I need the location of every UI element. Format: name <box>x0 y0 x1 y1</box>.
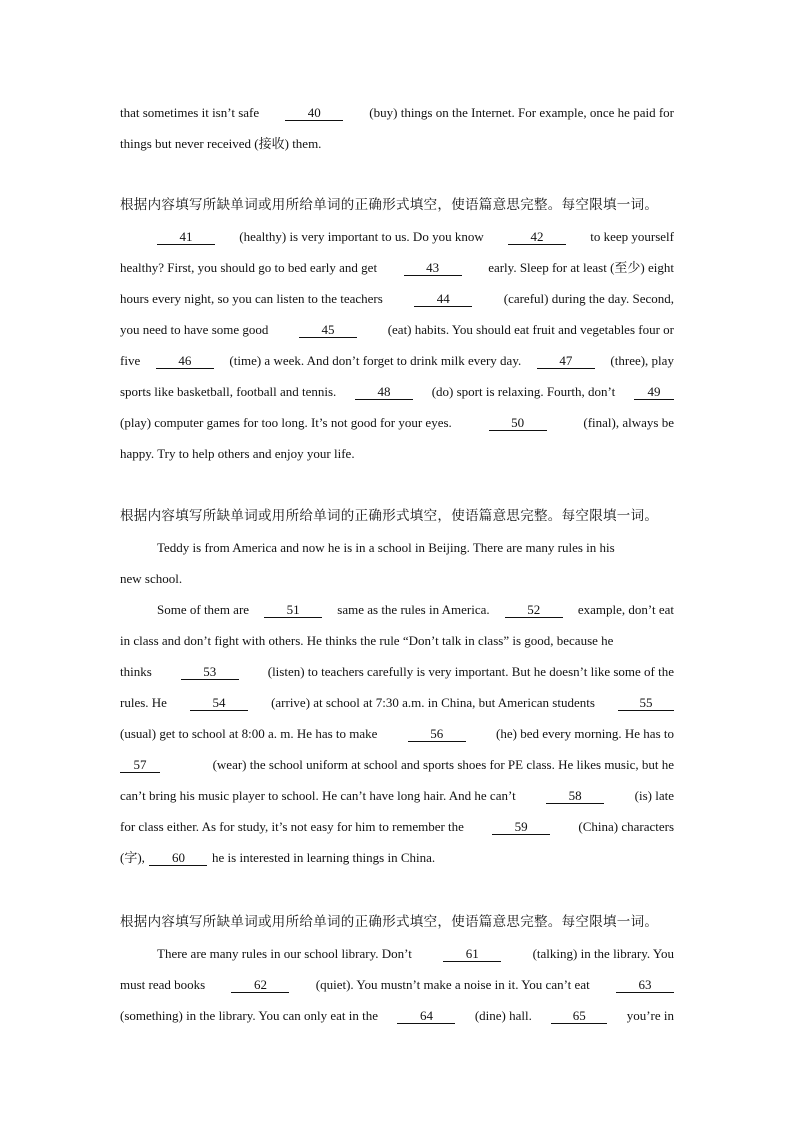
passage-line <box>120 345 674 376</box>
blank-43[interactable]: 43 <box>404 260 462 276</box>
text: can’t bring his music player to school. He can’t have long hair. And he can’t <box>120 788 516 803</box>
passage-line <box>120 376 674 407</box>
passage-line <box>120 780 674 811</box>
passage-line <box>120 1000 674 1031</box>
passage-2 <box>120 190 674 469</box>
blank-58[interactable]: 58 <box>546 788 604 804</box>
passage-line <box>120 283 674 314</box>
blank-64[interactable]: 64 <box>397 1008 455 1024</box>
blank-55[interactable]: 55 <box>618 695 674 711</box>
text: (wear) the school uniform at school and sports shoes for PE class. He likes music, but he <box>212 757 674 772</box>
passage-line <box>120 438 674 469</box>
text: (arrive) at school at 7:30 a.m. in China, but American students <box>271 695 595 710</box>
text: same as the rules in America. <box>337 602 490 617</box>
blank-48[interactable]: 48 <box>355 384 413 400</box>
text: (he) bed every morning. He has to <box>496 726 674 741</box>
text: rules. He <box>120 695 167 710</box>
passage-line <box>120 625 674 656</box>
blank-40[interactable]: 40 <box>285 105 343 121</box>
text: hours every night, so you can listen to the teachers <box>120 291 383 306</box>
text: thinks <box>120 664 152 679</box>
blank-60[interactable]: 60 <box>149 850 207 866</box>
passage-line <box>120 842 674 873</box>
blank-45[interactable]: 45 <box>299 322 357 338</box>
passage-3 <box>120 501 674 873</box>
text: Some of them are <box>157 602 250 617</box>
text: (usual) get to school at 8:00 a. m. He has to make <box>120 726 378 741</box>
passage-line <box>120 718 674 749</box>
text: (something) in the library. You can only eat in the <box>120 1008 379 1023</box>
text: (play) computer games for too long. It’s not good for your eyes. <box>120 415 452 430</box>
text: (three), play <box>610 353 674 368</box>
text: (healthy) is very important to us. Do you know <box>239 229 484 244</box>
text: (do) sport is relaxing. Fourth, don’t <box>431 384 616 399</box>
section-instruction: 根据内容填写所缺单词或用所给单词的正确形式填空，使语篇意思完整。每空限填一词。 <box>120 508 659 524</box>
blank-56[interactable]: 56 <box>408 726 466 742</box>
text: (final), always be <box>583 415 674 430</box>
text: (eat) habits. You should eat fruit and vegetables four or <box>387 322 674 337</box>
blank-50[interactable]: 50 <box>489 415 547 431</box>
blank-59[interactable]: 59 <box>492 819 550 835</box>
passage-line <box>120 938 674 969</box>
passage-line <box>120 749 674 780</box>
blank-54[interactable]: 54 <box>190 695 248 711</box>
text: in class and don’t fight with others. He thinks the rule “Don’t talk in class” is good, because he <box>120 633 614 648</box>
text: happy. Try to help others and enjoy your life. <box>120 446 355 461</box>
blank-47[interactable]: 47 <box>537 353 595 369</box>
text: (is) late <box>634 788 674 803</box>
blank-44[interactable]: 44 <box>414 291 472 307</box>
text: that sometimes it isn’t safe <box>120 105 260 120</box>
text: (talking) in the library. You <box>532 946 674 961</box>
blank-65[interactable]: 65 <box>551 1008 607 1024</box>
passage-line <box>120 687 674 718</box>
blank-52[interactable]: 52 <box>505 602 563 618</box>
text: (careful) during the day. Second, <box>503 291 674 306</box>
text: (time) a week. And don’t forget to drink milk every day. <box>229 353 522 368</box>
passage-line <box>120 969 674 1000</box>
text: you’re in <box>626 1008 674 1023</box>
blank-41[interactable]: 41 <box>157 229 215 245</box>
passage-4 <box>120 907 674 1031</box>
passage-line <box>120 532 674 563</box>
text: for class either. As for study, it’s not easy for him to remember the <box>120 819 464 834</box>
blank-63[interactable]: 63 <box>616 977 674 993</box>
text: new school. <box>120 571 183 586</box>
passage-line <box>120 811 674 842</box>
blank-51[interactable]: 51 <box>264 602 322 618</box>
text: (China) characters <box>578 819 674 834</box>
text: (dine) hall. <box>474 1008 532 1023</box>
passage-line <box>120 252 674 283</box>
text: healthy? First, you should go to bed early and get <box>120 260 378 275</box>
text: sports like basketball, football and tennis. <box>120 384 337 399</box>
text: Teddy is from America and now he is in a school in Beijing. There are many rules in his <box>157 540 615 555</box>
text: There are many rules in our school library. Don’t <box>157 946 412 961</box>
passage-line <box>120 563 674 594</box>
text: (quiet). You mustn’t make a noise in it. You can’t eat <box>315 977 590 992</box>
text: (字), <box>120 850 145 865</box>
text: must read books <box>120 977 206 992</box>
blank-53[interactable]: 53 <box>181 664 239 680</box>
section-instruction: 根据内容填写所缺单词或用所给单词的正确形式填空，使语篇意思完整。每空限填一词。 <box>120 197 659 213</box>
text: to keep yourself <box>590 229 674 244</box>
text: he is interested in learning things in China. <box>212 850 436 865</box>
passage-1 <box>120 97 674 159</box>
passage-line <box>120 128 674 159</box>
text: you need to have some good <box>120 322 269 337</box>
passage-line <box>120 314 674 345</box>
text: example, don’t eat <box>577 602 674 617</box>
passage-line <box>120 407 674 438</box>
blank-42[interactable]: 42 <box>508 229 566 245</box>
text: (buy) things on the Internet. For example, once he paid for <box>369 105 674 120</box>
passage-line <box>120 221 674 252</box>
blank-57[interactable]: 57 <box>120 757 160 773</box>
text: things but never received (接收) them. <box>120 136 322 151</box>
passage-line <box>120 97 674 128</box>
text: (listen) to teachers carefully is very important. But he doesn’t like some of the <box>267 664 674 679</box>
passage-line <box>120 656 674 687</box>
blank-62[interactable]: 62 <box>231 977 289 993</box>
text: five <box>120 353 141 368</box>
blank-49[interactable]: 49 <box>634 384 674 400</box>
text: early. Sleep for at least (至少) eight <box>488 260 674 275</box>
passage-line <box>120 594 674 625</box>
section-instruction: 根据内容填写所缺单词或用所给单词的正确形式填空，使语篇意思完整。每空限填一词。 <box>120 914 659 930</box>
blank-61[interactable]: 61 <box>443 946 501 962</box>
blank-46[interactable]: 46 <box>156 353 214 369</box>
